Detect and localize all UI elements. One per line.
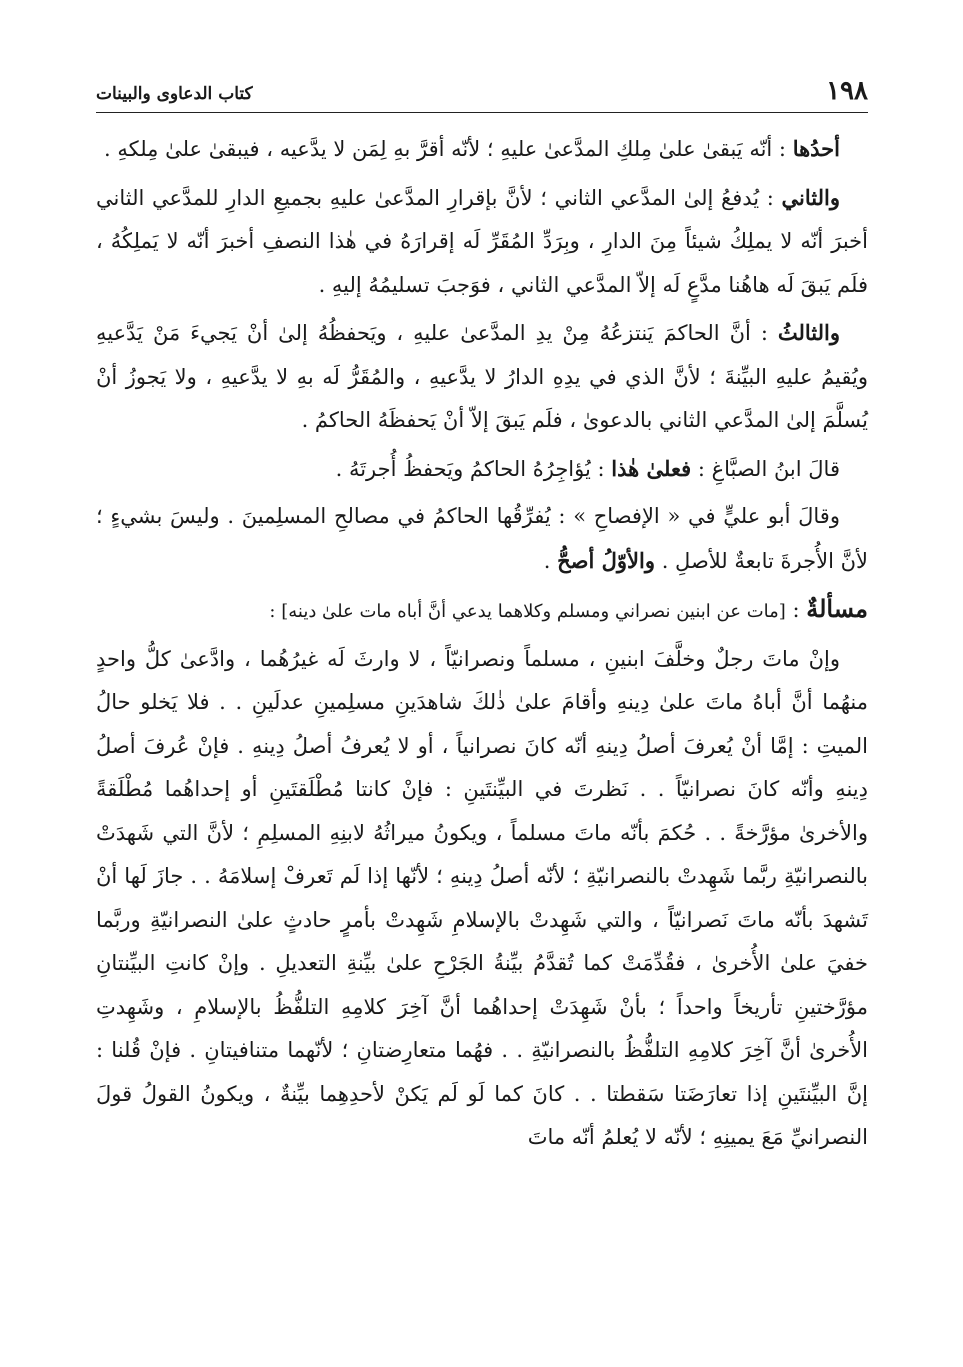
- page-number: ١٩٨: [826, 76, 868, 106]
- masala-label: مسألةٌ: [806, 594, 868, 623]
- quote-text: وقالَ أبو عليٍّ في « الإفصاحِ » : يُفرِّقُها الحاكمُ في مصالحِ المسلِمينَ . وليسَ بشيءٍ ؛ لأنَّ الأُجرةَ تابعةٌ للأصلِ .: [96, 504, 868, 573]
- masala-heading: [96, 587, 868, 634]
- quote-emphasis: والأوّلُ أصحُّ: [557, 547, 656, 573]
- quote-emphasis: فعلىٰ هٰذا: [611, 455, 692, 481]
- page-body: [96, 127, 868, 1160]
- quote-end: .: [543, 548, 558, 573]
- quote-text: : يُؤاجِرُهُ الحاكمُ ويَحفظُ أُجرتَهُ .: [335, 456, 612, 481]
- paragraph-third-opinion: [96, 311, 868, 443]
- masala-title: [مات عن ابنين نصراني ومسلم وكلاهما يدعي أنَّ أباه مات علىٰ دينه] :: [269, 601, 786, 622]
- paragraph-text: : أنّه يَبقىٰ علىٰ مِلكِ المدَّعىٰ عليهِ ؛ لأنّه أقرَّ بهِ لِمَن لا يدَّعيه ، فيبقىٰ علىٰ مِلكهِ .: [103, 137, 793, 161]
- paragraph-lead: أحدُها: [792, 136, 840, 161]
- paragraph-first-opinion: [96, 127, 868, 172]
- document-page: [96, 70, 868, 1340]
- masala-separator: :: [785, 598, 807, 622]
- page-header: [96, 70, 868, 113]
- paragraph-second-opinion: [96, 176, 868, 308]
- paragraph-ibn-sabbagh: [96, 447, 868, 492]
- paragraph-lead: والثاني: [781, 184, 840, 210]
- paragraph-abu-ali: [96, 495, 868, 583]
- paragraph-text: : أنَّ الحاكمَ يَنتزعُهُ مِنْ يدِ المدَّعىٰ عليهِ ، ويَحفظُهُ إلىٰ أنْ يَجيءَ مَنْ يَدَّعيهِ ويُقيمُ عليهِ البيِّنةَ ؛ لأنَّ الذي في يدِهِ الدارُ لا يدَّعيهِ ، والمُقَرُّ لَه بهِ لا يدَّعيهِ ، ولا يَجوزُ أنْ يُسلَّمَ إلىٰ المدَّعي الثاني بالدعوىٰ ، فلَم يَبقَ إلاّ أنْ يَحفظَهُ الحاكمُ .: [96, 321, 868, 432]
- paragraph-masala-body: وإنْ ماتَ رجلٌ وخلَّفَ ابنينِ ، مسلماً ونصرانيّاً ، لا وارثَ لَه غيرُهُما ، وادَّعىٰ كلُّ واحدٍ منهُما أنَّ أباهُ ماتَ علىٰ دِينهِ وأقامَ علىٰ ذٰلكَ شاهدَينِ مسلِمينِ عدلَينِ . . فلا يَخلو حالُ الميتِ : إمَّا أنْ يُعرفَ أصلُ دِينهِ أنّه كانَ نصرانياً ، أو لا يُعرفُ أصلُ دِينهِ . فإنْ عُرفَ أصلُ دِينهِ وأنّه كانَ نصرانيّاً . . نَظرتَ في البيِّنتَينِ : فإنْ كانتا مُطْلَقتَينِ أو إحداهُما مُطْلَقةً والأخرىٰ مؤرَّخةً . . حُكمَ بأنّه ماتَ مسلماً ، ويكونُ ميراثُهُ لابنِهِ المسلِمِ ؛ لأنَّ التي شَهدَتْ بالنصرانيّةِ ربَّما شَهِدتْ بالنصرانيّةِ ؛ لأنّه أصلُ دِينهِ ؛ لأنّها إذا لَم تَعرفْ إسلامَهُ . . جازَ لَها أنْ تَشهدَ بأنّه ماتَ نَصرانيّاً ، والتي شَهِدتْ بالإسلامِ شَهِدتْ بأمرٍ حادثٍ علىٰ النصرانيّةِ وربَّما خفيَ علىٰ الأُخرىٰ ، فقُدِّمَتْ كما تُقدَّمُ بيِّنةُ الجَرْحِ علىٰ بيِّنةِ التعديلِ . وإنْ كانتِ البيِّنتانِ مؤرَّختينِ تأريخاً واحداً ؛ بأنْ شَهِدَتْ إحداهُما أنَّ آخِرَ كلامِهِ التلفُّظُ بالإسلامِ ، وشَهِدتِ الأُخرىٰ أنَّ آخِرَ كلامِهِ التلفُّظُ بالنصرانيّةِ . . فهُما متعارِضتانِ ؛ لأنّهما متنافيتانِ . فإنْ قُلنا : إنَّ البيِّنتَينِ إذا تعارَضَتا سَقطتا . . كانَ كما لَو لَم يَكنْ لأحدِهِما بيِّنةٌ ، ويكونُ القولُ قولَ النصرانيِّ مَعَ يمينِهِ ؛ لأنّه لا يُعلمُ أنّه ماتَ: [96, 646, 868, 1149]
- paragraph-lead: والثالثُ: [777, 320, 840, 345]
- running-title: كتاب الدعاوى والبينات: [96, 84, 253, 104]
- quote-intro: قالَ ابنُ الصبَّاغِ :: [691, 456, 840, 481]
- paragraph-text: : يُدفعُ إلىٰ المدَّعي الثاني ؛ لأنَّ بإقرارِ المدَّعىٰ عليهِ بجميعِ الدارِ للمدَّعي الثاني أخبرَ أنّه لا يملِكُ شيئاً مِنَ الدارِ ، وبِرَدِّ المُقَرِّ لَه إقرارَهُ في هٰذا النصفِ أخبرَ أنّه لا يَملِكُهُ ، فلَم يَبقَ لَه هاهُنا مدَّعٍ لَه إلاّ المدَّعي الثاني ، فوَجبَ تسليمُهُ إليهِ .: [96, 185, 868, 297]
